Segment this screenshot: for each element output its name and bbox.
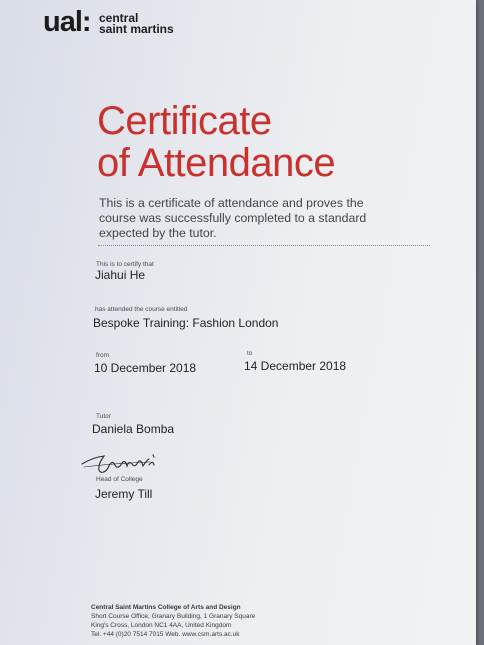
certify-label: This is to certify that xyxy=(96,261,154,268)
head-name: Jeremy Till xyxy=(95,487,153,501)
to-date: 14 December 2018 xyxy=(244,359,347,373)
dotted-divider xyxy=(98,245,430,246)
from-label: from xyxy=(96,352,109,359)
certificate-title-line1: Certificate xyxy=(97,99,272,143)
intro-paragraph: This is a certificate of attendance and proves the course was successfully completed to a standard expected by the tutor. xyxy=(99,196,367,240)
logo-text-saint-martins: saint martins xyxy=(99,22,174,36)
attendee-name: Jiahui He xyxy=(95,268,146,282)
ual-logo-mark: ual: xyxy=(43,6,91,38)
certificate-title-line2: of Attendance xyxy=(97,141,336,185)
to-label: to xyxy=(247,350,253,357)
course-label: has attended the course entitled xyxy=(95,306,188,313)
logo-text-central: central xyxy=(99,11,139,25)
signature-image xyxy=(80,447,180,477)
footer-address-line2: King's Cross, London NC1 4AA, United Kingdom xyxy=(91,622,232,629)
tutor-name: Daniela Bomba xyxy=(92,422,175,436)
course-name: Bespoke Training: Fashion London xyxy=(93,316,279,330)
footer-contact: Tel. +44 (0)20 7514 7015 Web. www.csm.arts.ac.uk xyxy=(91,631,240,638)
footer-address-line1: Short Course Office, Granary Building, 1 Granary Square xyxy=(91,613,256,620)
footer-college-name: Central Saint Martins College of Arts and Design xyxy=(91,604,241,611)
tutor-label: Tutor xyxy=(96,413,111,420)
from-date: 10 December 2018 xyxy=(94,361,197,375)
head-label: Head of College xyxy=(96,476,143,483)
